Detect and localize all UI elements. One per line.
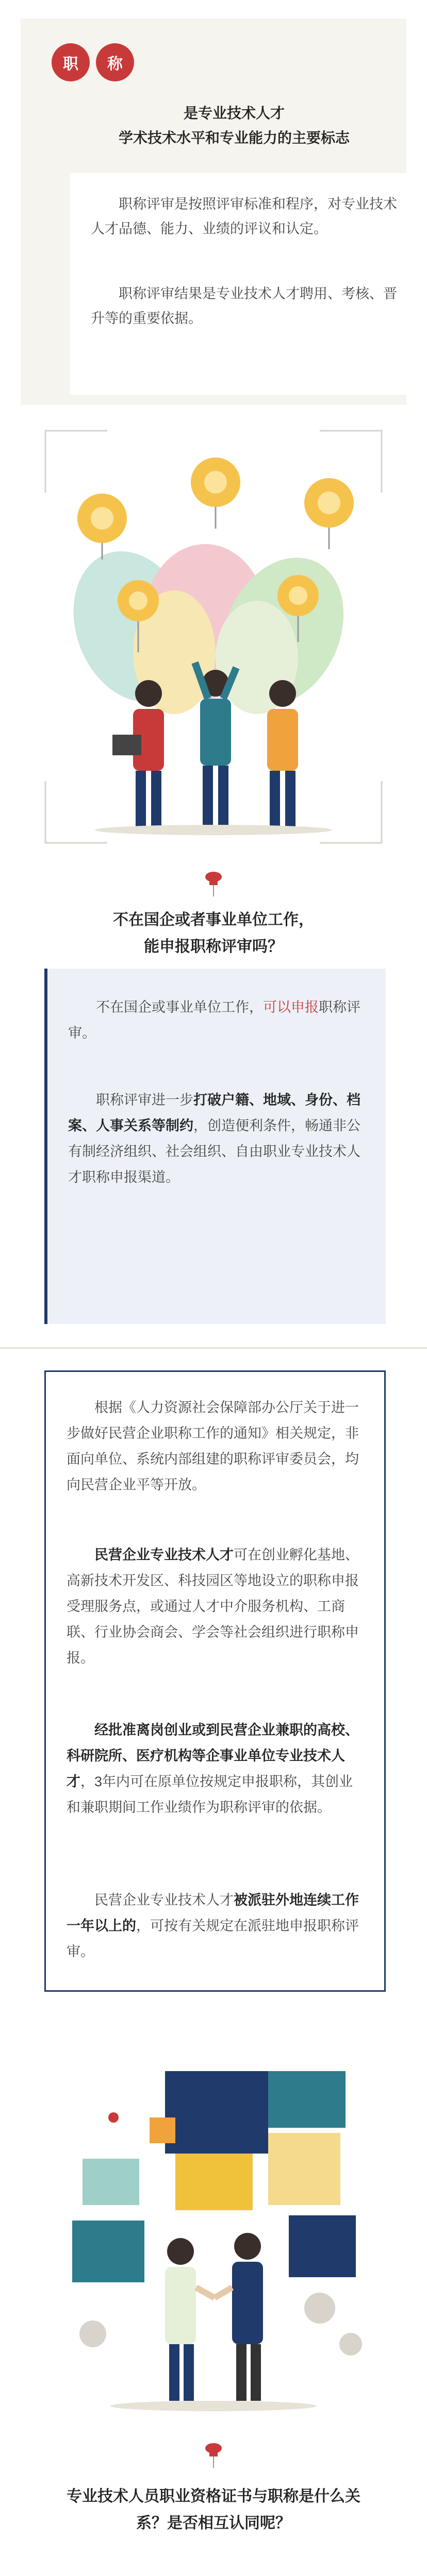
section4-heading-line2: 系？是否相互认同呢？ xyxy=(136,2515,291,2532)
section2-p1-text: 不在国企或事业单位工作， xyxy=(96,999,263,1015)
section4-heading-line1: 专业技术人员职业资格证书与职称是什么关 xyxy=(67,2488,360,2505)
pin-icon xyxy=(202,871,225,897)
section2-paragraph-1 xyxy=(68,994,367,1046)
section3-paragraph-1: 根据《人力资源社会保障部办公厅关于进一步做好民营企业职称工作的通知》相关规定，非面向单位、系统内部组建的职称评审委员会，均向民营企业平等开放。 xyxy=(67,1400,359,1493)
lightbulb-people-image xyxy=(40,426,387,848)
section2-p2-tail: ，创造便利条件，畅通非公有制经济组织、社会组织、自由职业专业技术人才职称申报渠道。 xyxy=(68,1118,360,1185)
section2-heading-line1: 不在国企或者事业单位工作， xyxy=(113,911,314,928)
lightbulb-illustration xyxy=(40,426,387,848)
puzzle-illustration xyxy=(52,2056,375,2416)
section4-heading xyxy=(46,2483,381,2537)
title-badges xyxy=(52,43,134,81)
intro-title-line1: 是专业技术人才 xyxy=(183,105,285,121)
section3-p2-text: 可在创业孵化基地、高新技术开发区、科技园区等地设立的职称申报受理服务点，或通过人才中介服务机构、工商联、行业协会商会、学会等社会组织进行职称申报。 xyxy=(67,1547,359,1666)
section3-paragraph-4 xyxy=(67,1887,364,1964)
section3-card xyxy=(44,1370,386,1992)
section2-card xyxy=(44,969,386,1324)
section2-p1-tail: 职称评审。 xyxy=(68,999,360,1041)
pin-icon xyxy=(202,2442,225,2469)
puzzle-handshake-image xyxy=(52,2056,375,2416)
section2-p2-text: 职称评审进一步 xyxy=(96,1092,193,1108)
intro-title-line2: 学术技术水平和专业能力的主要标志 xyxy=(118,130,350,146)
badge-cheng: 称 xyxy=(96,43,134,81)
section-divider xyxy=(0,1347,427,1349)
section3-p4-text: 民营企业专业技术人才 xyxy=(94,1892,234,1908)
badge-zhi: 职 xyxy=(52,43,90,81)
section2-heading xyxy=(52,907,375,960)
section3-p4-bold: 被派驻外地连续工作一年以上的 xyxy=(67,1892,359,1934)
section2-p1-highlight: 可以申报 xyxy=(263,999,319,1015)
section2-heading-line2: 能申报职称评审吗？ xyxy=(144,938,283,955)
section2-p2-bold: 打破户籍、地域、身份、档案、人事关系等制约 xyxy=(68,1092,360,1133)
section3-p3-text: ，3年内可在原单位按规定申报职称，其创业和兼职期间工作业绩作为职称评审的依据。 xyxy=(67,1774,353,1815)
intro-card xyxy=(70,173,419,395)
section3-p4-tail: ，可按有关规定在派驻地申报职称评审。 xyxy=(67,1918,359,1959)
intro-paragraph-1: 职称评审是按照评审标准和程序，对专业技术人才品德、能力、业绩的评议和认定。 xyxy=(91,196,397,236)
intro-title xyxy=(52,101,417,150)
section2-paragraph-2 xyxy=(68,1087,367,1190)
intro-section xyxy=(21,19,406,405)
section3-paragraph-2 xyxy=(67,1542,364,1671)
intro-paragraph-2: 职称评审结果是专业技术人才聘用、考核、晋升等的重要依据。 xyxy=(91,286,397,326)
section3-paragraph-3 xyxy=(67,1717,364,1820)
section3-p2-bold: 民营企业专业技术人才 xyxy=(94,1547,234,1563)
section3-p3-bold: 经批准离岗创业或到民营企业兼职的高校、科研院所、医疗机构等企事业单位专业技术人才 xyxy=(67,1722,359,1789)
